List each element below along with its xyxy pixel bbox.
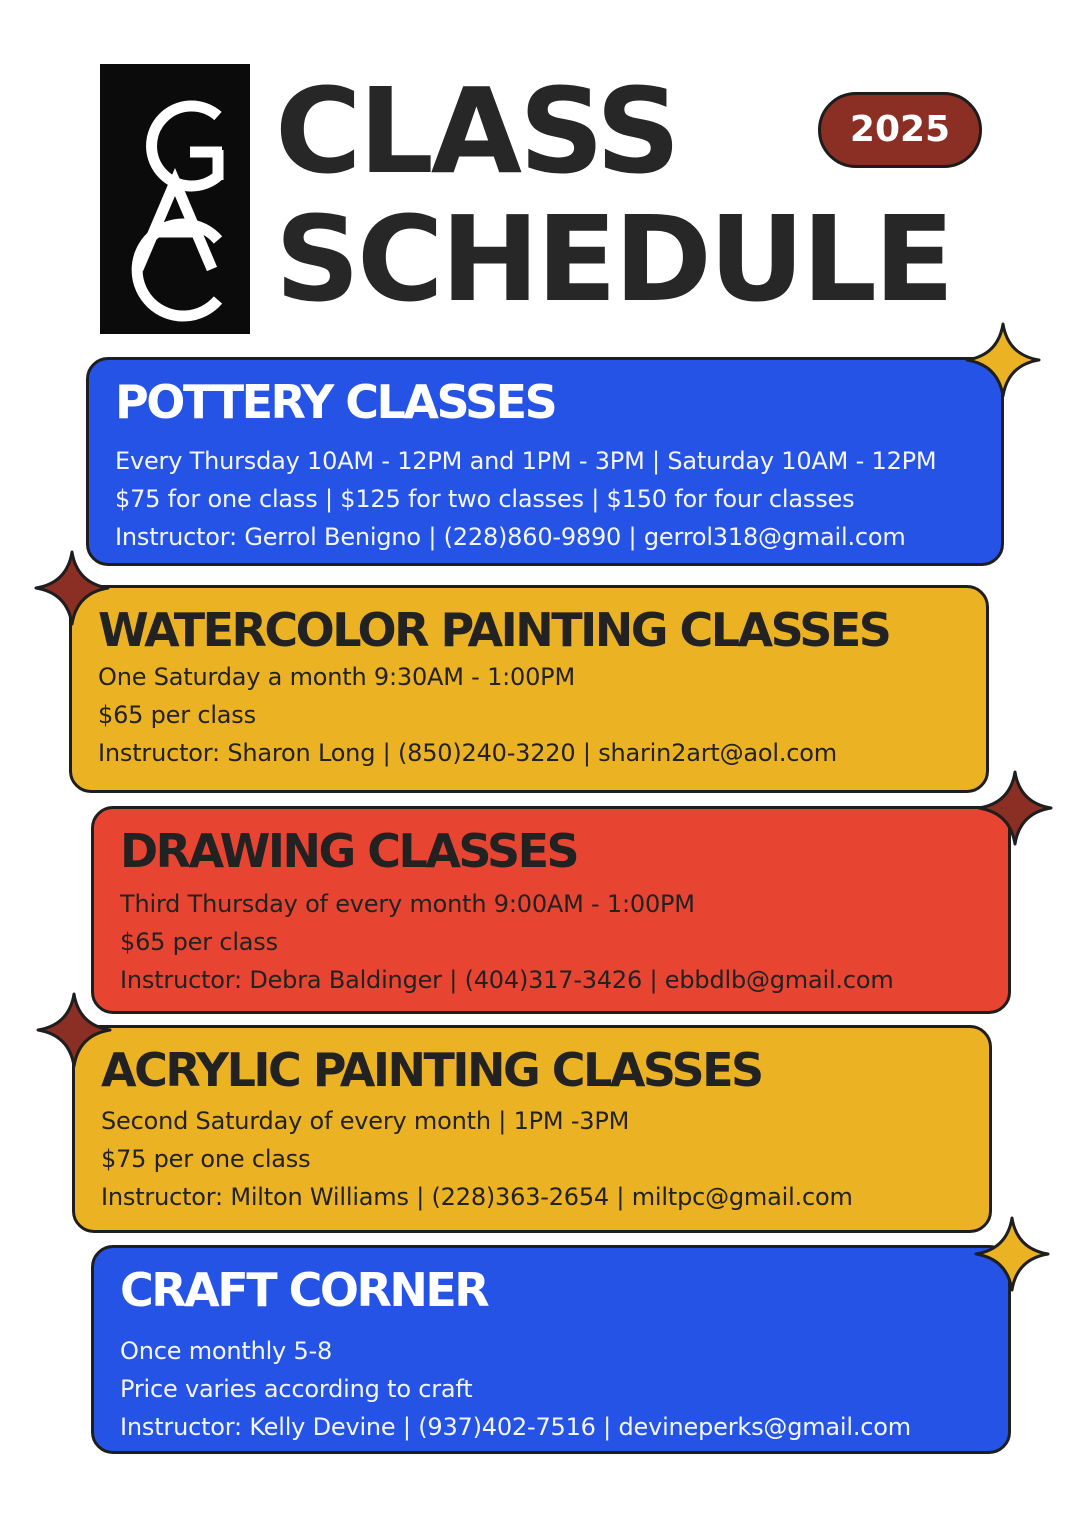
card-schedule: Second Saturday of every month | 1PM -3PM (101, 1107, 630, 1135)
card-title: DRAWING CLASSES (120, 824, 578, 878)
year-badge: 2025 (818, 92, 982, 168)
title-class: CLASS (275, 62, 678, 200)
craft-corner-card (91, 1245, 1011, 1454)
card-instructor: Instructor: Sharon Long | (850)240-3220 | sharin2art@aol.com (98, 739, 837, 767)
card-price: Price varies according to craft (120, 1375, 473, 1403)
card-title: ACRYLIC PAINTING CLASSES (101, 1043, 762, 1097)
card-title: WATERCOLOR PAINTING CLASSES (98, 603, 890, 657)
card-schedule: Third Thursday of every month 9:00AM - 1:00PM (120, 890, 695, 918)
gac-logo (100, 64, 250, 334)
sparkle-gold-icon (963, 320, 1043, 400)
card-instructor: Instructor: Kelly Devine | (937)402-7516 | devineperks@gmail.com (120, 1413, 911, 1441)
card-price: $65 per class (98, 701, 256, 729)
sparkle-dark-red-icon (32, 548, 112, 628)
card-instructor: Instructor: Debra Baldinger | (404)317-3426 | ebbdlb@gmail.com (120, 966, 894, 994)
card-title: CRAFT CORNER (120, 1263, 488, 1317)
card-price: $75 per one class (101, 1145, 311, 1173)
sparkle-dark-red-icon (975, 768, 1055, 848)
card-title: POTTERY CLASSES (115, 375, 556, 429)
sparkle-dark-red-icon (34, 990, 114, 1070)
pottery-card (86, 357, 1004, 566)
acrylic-card (72, 1025, 992, 1233)
gac-logo-mark (100, 64, 250, 334)
card-instructor: Instructor: Milton Williams | (228)363-2654 | miltpc@gmail.com (101, 1183, 853, 1211)
watercolor-card (69, 585, 989, 793)
card-schedule: One Saturday a month 9:30AM - 1:00PM (98, 663, 575, 691)
card-schedule: Once monthly 5-8 (120, 1337, 333, 1365)
sparkle-gold-icon (972, 1214, 1052, 1294)
drawing-card (91, 806, 1011, 1014)
title-schedule: SCHEDULE (275, 190, 952, 328)
card-schedule: Every Thursday 10AM - 12PM and 1PM - 3PM | Saturday 10AM - 12PM (115, 447, 937, 475)
card-price: $65 per class (120, 928, 278, 956)
card-price: $75 for one class | $125 for two classes | $150 for four classes (115, 485, 855, 513)
card-instructor: Instructor: Gerrol Benigno | (228)860-9890 | gerrol318@gmail.com (115, 523, 906, 551)
